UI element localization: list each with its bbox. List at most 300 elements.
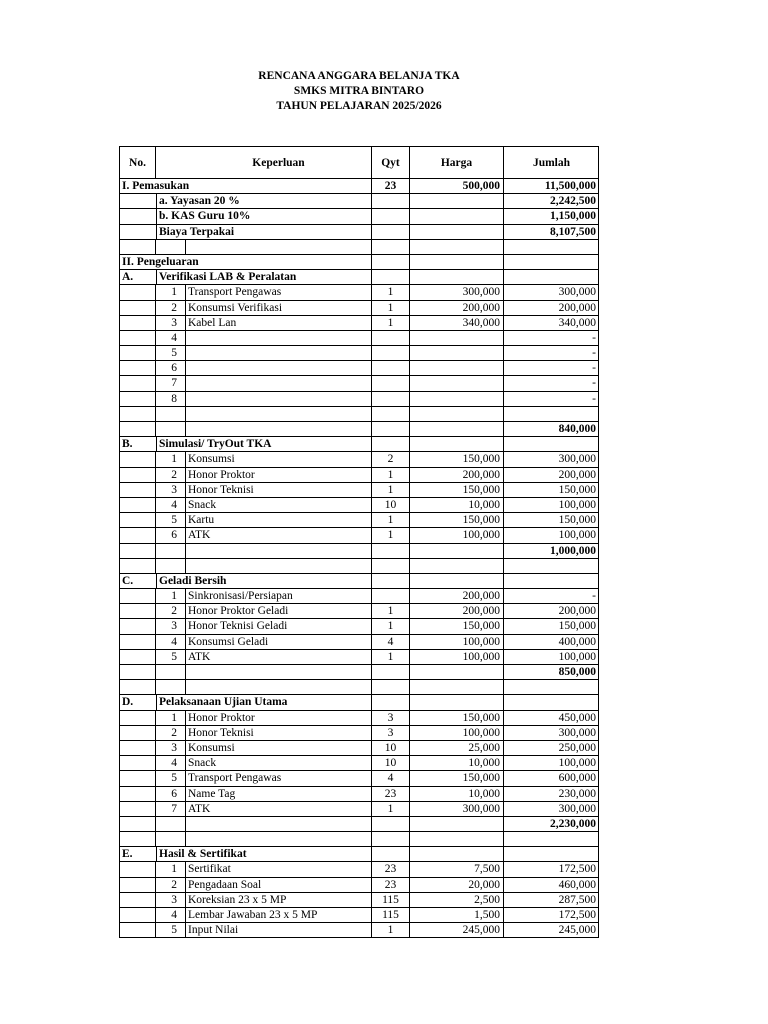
row-desc: a. Yayasan 20 % — [156, 194, 372, 208]
table-row — [119, 741, 599, 756]
row-harga: 200,000 — [410, 468, 504, 482]
table-row — [119, 498, 599, 513]
row-index: 4 — [156, 331, 186, 345]
table-row — [119, 483, 599, 498]
table-row — [119, 604, 599, 619]
row-no — [120, 771, 156, 785]
row-qty — [372, 695, 410, 709]
row-no — [120, 452, 156, 466]
row-no — [120, 862, 156, 876]
row-jumlah: 150,000 — [558, 620, 596, 633]
row-index: 5 — [156, 346, 186, 360]
row-harga — [410, 574, 504, 588]
row-qty — [372, 832, 410, 846]
row-harga — [410, 270, 504, 284]
row-desc: Snack — [186, 498, 372, 512]
row-index: 2 — [156, 468, 186, 482]
row-no — [120, 528, 156, 542]
row-desc — [186, 832, 372, 846]
table-row — [119, 756, 599, 771]
row-qty: 1 — [372, 650, 410, 664]
row-jumlah: 150,000 — [558, 514, 596, 527]
budget-table — [119, 146, 599, 938]
row-harga: 200,000 — [410, 604, 504, 618]
row-jumlah: 300,000 — [558, 726, 596, 739]
row-desc: Sinkronisasi/Persiapan — [186, 589, 372, 603]
table-row — [119, 209, 599, 224]
row-jumlah — [504, 832, 599, 846]
row-harga — [410, 437, 504, 451]
row-desc: Konsumsi — [186, 741, 372, 755]
row-harga: 1,500 — [410, 908, 504, 922]
row-jumlah — [504, 270, 599, 284]
row-desc: Pelaksanaan Ujian Utama — [156, 695, 372, 709]
row-qty — [372, 559, 410, 573]
row-jumlah: 230,000 — [558, 787, 596, 800]
row-qty: 10 — [372, 756, 410, 770]
row-index: 1 — [156, 589, 186, 603]
row-jumlah: 100,000 — [558, 498, 596, 511]
row-qty — [372, 209, 410, 223]
row-qty: 2 — [372, 452, 410, 466]
row-no — [120, 301, 156, 315]
row-jumlah: 840,000 — [558, 423, 596, 435]
row-qty: 1 — [372, 468, 410, 482]
row-index: 5 — [156, 513, 186, 527]
row-no — [120, 878, 156, 892]
table-row — [119, 407, 599, 422]
row-jumlah — [504, 437, 599, 451]
row-jumlah: 100,000 — [558, 757, 596, 770]
row-harga: 245,000 — [410, 923, 504, 937]
row-no — [120, 619, 156, 633]
row-index — [156, 240, 186, 254]
row-harga — [410, 817, 504, 831]
row-qty — [372, 680, 410, 694]
row-desc — [186, 361, 372, 375]
row-index: 6 — [156, 787, 186, 801]
row-no — [120, 285, 156, 299]
row-no — [120, 893, 156, 907]
row-jumlah: 300,000 — [558, 453, 596, 466]
row-no: B. — [122, 438, 133, 451]
row-qty: 3 — [372, 726, 410, 740]
row-desc: Biaya Terpakai — [156, 225, 372, 239]
table-row — [119, 468, 599, 483]
row-desc: Transport Pengawas — [186, 771, 372, 785]
table-row — [119, 316, 599, 331]
row-no — [120, 422, 156, 436]
row-qty: 1 — [372, 483, 410, 497]
row-jumlah: - — [592, 590, 596, 603]
row-desc: Simulasi/ TryOut TKA — [156, 437, 372, 451]
row-index: 2 — [156, 726, 186, 740]
row-jumlah — [504, 680, 599, 694]
row-harga — [410, 665, 504, 679]
row-no — [120, 483, 156, 497]
row-qty: 10 — [372, 498, 410, 512]
row-desc — [186, 376, 372, 390]
table-row — [119, 711, 599, 726]
table-row — [119, 285, 599, 300]
row-qty: 23 — [372, 862, 410, 876]
row-index: 2 — [156, 604, 186, 618]
row-desc: Kabel Lan — [186, 316, 372, 330]
table-row — [119, 331, 599, 346]
row-no — [120, 559, 156, 573]
row-no: C. — [122, 574, 134, 587]
row-harga: 25,000 — [410, 741, 504, 755]
row-jumlah — [504, 255, 599, 269]
row-qty: 115 — [372, 893, 410, 907]
row-no — [120, 498, 156, 512]
row-index: 3 — [156, 741, 186, 755]
table-row — [119, 680, 599, 695]
row-desc: Honor Proktor Geladi — [186, 604, 372, 618]
table-row — [119, 452, 599, 467]
row-no — [120, 923, 156, 937]
row-harga — [410, 376, 504, 390]
row-harga: 2,500 — [410, 893, 504, 907]
row-qty — [372, 346, 410, 360]
row-index: 7 — [156, 376, 186, 390]
row-desc: Honor Teknisi — [186, 726, 372, 740]
row-no — [120, 346, 156, 360]
row-qty — [372, 255, 410, 269]
row-jumlah: 200,000 — [558, 605, 596, 618]
row-harga: 150,000 — [410, 513, 504, 527]
row-no — [120, 635, 156, 649]
row-qty — [372, 392, 410, 406]
row-no — [120, 392, 156, 406]
row-harga — [410, 392, 504, 406]
row-desc: Lembar Jawaban 23 x 5 MP — [186, 908, 372, 922]
row-jumlah: 250,000 — [558, 741, 596, 754]
row-no — [120, 209, 156, 223]
row-no — [120, 361, 156, 375]
row-no — [120, 194, 156, 208]
table-row — [119, 513, 599, 528]
row-harga — [410, 407, 504, 421]
col-keperluan: Keperluan — [186, 147, 372, 178]
table-row — [119, 908, 599, 923]
row-no — [120, 331, 156, 345]
row-no — [120, 756, 156, 770]
row-index: 4 — [156, 756, 186, 770]
row-qty: 23 — [372, 179, 410, 193]
row-desc — [186, 407, 372, 421]
row-no — [120, 407, 156, 421]
table-row — [119, 802, 599, 817]
table-row — [119, 832, 599, 847]
table-row — [119, 817, 599, 832]
row-harga — [410, 240, 504, 254]
row-harga — [410, 331, 504, 345]
row-qty: 1 — [372, 802, 410, 816]
row-jumlah: 1,000,000 — [550, 544, 596, 557]
row-desc: Transport Pengawas — [186, 285, 372, 299]
row-jumlah — [504, 574, 599, 588]
row-qty: 4 — [372, 635, 410, 649]
row-desc — [186, 544, 372, 558]
row-harga: 7,500 — [410, 862, 504, 876]
row-harga: 10,000 — [410, 498, 504, 512]
row-index: 8 — [156, 392, 186, 406]
row-desc: Honor Proktor — [186, 711, 372, 725]
row-no — [120, 787, 156, 801]
row-harga — [410, 832, 504, 846]
row-harga — [410, 346, 504, 360]
row-harga — [410, 255, 504, 269]
row-desc — [186, 665, 372, 679]
row-desc — [186, 817, 372, 831]
row-index: 6 — [156, 361, 186, 375]
table-row — [119, 726, 599, 741]
row-jumlah: 100,000 — [558, 650, 596, 663]
row-qty: 1 — [372, 528, 410, 542]
row-harga: 150,000 — [410, 771, 504, 785]
row-no — [120, 832, 156, 846]
row-qty: 1 — [372, 619, 410, 633]
row-desc: Konsumsi — [186, 452, 372, 466]
row-harga: 100,000 — [410, 726, 504, 740]
row-desc: b. KAS Guru 10% — [156, 209, 372, 223]
row-jumlah: 460,000 — [558, 878, 596, 891]
row-index — [156, 422, 186, 436]
row-index — [156, 544, 186, 558]
table-header — [119, 146, 599, 179]
row-index: 1 — [156, 285, 186, 299]
row-harga: 150,000 — [410, 452, 504, 466]
row-index: 6 — [156, 528, 186, 542]
row-qty: 1 — [372, 316, 410, 330]
row-desc — [186, 240, 372, 254]
row-harga: 340,000 — [410, 316, 504, 330]
row-index: 1 — [156, 452, 186, 466]
doc-title: RENCANA ANGGARA BELANJA TKA — [258, 70, 460, 82]
row-harga — [410, 847, 504, 861]
row-jumlah: - — [592, 377, 596, 390]
school-name: SMKS MITRA BINTARO — [293, 85, 425, 97]
table-row — [119, 771, 599, 786]
row-jumlah — [504, 240, 599, 254]
row-jumlah: 100,000 — [558, 529, 596, 542]
row-qty — [372, 544, 410, 558]
row-desc: Geladi Bersih — [156, 574, 372, 588]
row-index: 3 — [156, 316, 186, 330]
row-harga: 20,000 — [410, 878, 504, 892]
row-no — [120, 468, 156, 482]
row-qty — [372, 817, 410, 831]
row-jumlah — [504, 847, 599, 861]
row-jumlah: 340,000 — [558, 316, 596, 329]
row-jumlah — [504, 407, 599, 421]
row-harga — [410, 680, 504, 694]
row-index: 3 — [156, 893, 186, 907]
row-desc — [186, 331, 372, 345]
table-row — [119, 878, 599, 893]
row-qty: 4 — [372, 771, 410, 785]
row-qty: 10 — [372, 741, 410, 755]
row-index: 5 — [156, 771, 186, 785]
row-jumlah: 245,000 — [558, 924, 596, 937]
row-desc — [186, 392, 372, 406]
row-no: D. — [122, 696, 134, 709]
row-harga: 10,000 — [410, 787, 504, 801]
row-desc: Honor Teknisi — [186, 483, 372, 497]
row-qty: 23 — [372, 787, 410, 801]
table-row — [119, 437, 599, 452]
row-jumlah: - — [592, 392, 596, 405]
row-jumlah: 450,000 — [558, 711, 596, 724]
row-jumlah: 2,230,000 — [550, 817, 596, 830]
row-qty: 1 — [372, 285, 410, 299]
col-qyt: Qyt — [372, 147, 410, 178]
row-harga — [410, 194, 504, 208]
table-row — [119, 270, 599, 285]
row-no — [120, 711, 156, 725]
row-desc — [186, 559, 372, 573]
row-index: 3 — [156, 483, 186, 497]
row-desc: Snack — [186, 756, 372, 770]
row-jumlah: 400,000 — [558, 635, 596, 648]
row-no — [120, 908, 156, 922]
row-qty: 115 — [372, 908, 410, 922]
row-harga: 300,000 — [410, 802, 504, 816]
row-jumlah: 1,150,000 — [550, 210, 596, 223]
row-jumlah: 300,000 — [558, 286, 596, 299]
row-desc: Honor Teknisi Geladi — [186, 619, 372, 633]
row-qty — [372, 422, 410, 436]
row-harga: 100,000 — [410, 650, 504, 664]
row-no — [120, 650, 156, 664]
row-index: 5 — [156, 923, 186, 937]
table-row — [119, 923, 599, 938]
row-no — [120, 589, 156, 603]
table-row — [119, 422, 599, 437]
row-no — [120, 376, 156, 390]
row-desc: Konsumsi Geladi — [186, 635, 372, 649]
row-desc: Sertifikat — [186, 862, 372, 876]
table-row — [119, 301, 599, 316]
row-desc: Konsumsi Verifikasi — [186, 301, 372, 315]
row-desc — [186, 680, 372, 694]
row-no: A. — [122, 271, 134, 284]
row-jumlah: 200,000 — [558, 468, 596, 481]
row-harga: 100,000 — [410, 635, 504, 649]
table-row — [119, 665, 599, 680]
row-index: 5 — [156, 650, 186, 664]
row-desc: Kartu — [186, 513, 372, 527]
row-index — [156, 680, 186, 694]
row-harga: 150,000 — [410, 619, 504, 633]
table-row — [119, 574, 599, 589]
row-no: II. Pengeluaran — [120, 255, 372, 269]
row-desc: Pengadaan Soal — [186, 878, 372, 892]
row-no — [120, 544, 156, 558]
row-index: 2 — [156, 878, 186, 892]
row-qty — [372, 574, 410, 588]
table-row — [119, 544, 599, 559]
row-no — [120, 316, 156, 330]
row-no — [120, 741, 156, 755]
table-row — [119, 589, 599, 604]
row-qty: 23 — [372, 878, 410, 892]
row-jumlah: 200,000 — [558, 301, 596, 314]
row-jumlah: 172,500 — [558, 909, 596, 921]
row-harga: 10,000 — [410, 756, 504, 770]
row-no: E. — [122, 848, 133, 861]
row-no — [120, 817, 156, 831]
row-no — [120, 240, 156, 254]
row-desc — [186, 422, 372, 436]
row-desc: Verifikasi LAB & Peralatan — [156, 270, 372, 284]
table-body — [119, 179, 599, 938]
row-desc: ATK — [186, 528, 372, 542]
row-jumlah: 300,000 — [558, 802, 596, 815]
table-row — [119, 528, 599, 543]
row-desc — [186, 346, 372, 360]
table-row — [119, 392, 599, 407]
row-qty — [372, 589, 410, 603]
table-row — [119, 695, 599, 710]
row-harga — [410, 209, 504, 223]
row-index: 2 — [156, 301, 186, 315]
row-harga: 200,000 — [410, 301, 504, 315]
row-qty: 1 — [372, 604, 410, 618]
row-qty — [372, 225, 410, 239]
row-desc: ATK — [186, 802, 372, 816]
row-harga: 150,000 — [410, 711, 504, 725]
row-desc: ATK — [186, 650, 372, 664]
row-jumlah: 172,500 — [558, 863, 596, 876]
row-qty — [372, 331, 410, 345]
row-index — [156, 665, 186, 679]
row-jumlah: - — [592, 347, 596, 360]
table-row — [119, 650, 599, 665]
row-harga: 150,000 — [410, 483, 504, 497]
row-jumlah: 2,242,500 — [550, 195, 596, 208]
col-spacer-num — [156, 147, 186, 178]
table-row — [119, 847, 599, 862]
row-index: 3 — [156, 619, 186, 633]
row-index — [156, 832, 186, 846]
table-row — [119, 225, 599, 240]
table-row — [119, 787, 599, 802]
table-row — [119, 635, 599, 650]
row-qty — [372, 437, 410, 451]
row-jumlah: 287,500 — [558, 893, 596, 906]
table-row — [119, 893, 599, 908]
table-row — [119, 194, 599, 209]
row-qty — [372, 240, 410, 254]
row-qty — [372, 376, 410, 390]
table-row — [119, 619, 599, 634]
table-row — [119, 255, 599, 270]
col-harga: Harga — [410, 147, 504, 178]
row-harga: 100,000 — [410, 528, 504, 542]
table-row — [119, 862, 599, 877]
row-jumlah: 8,107,500 — [550, 225, 596, 238]
table-row — [119, 559, 599, 574]
row-index: 4 — [156, 635, 186, 649]
row-no — [120, 513, 156, 527]
col-no: No. — [120, 147, 156, 178]
row-index: 4 — [156, 498, 186, 512]
row-qty: 3 — [372, 711, 410, 725]
table-row — [119, 240, 599, 255]
row-jumlah: 600,000 — [558, 772, 596, 785]
